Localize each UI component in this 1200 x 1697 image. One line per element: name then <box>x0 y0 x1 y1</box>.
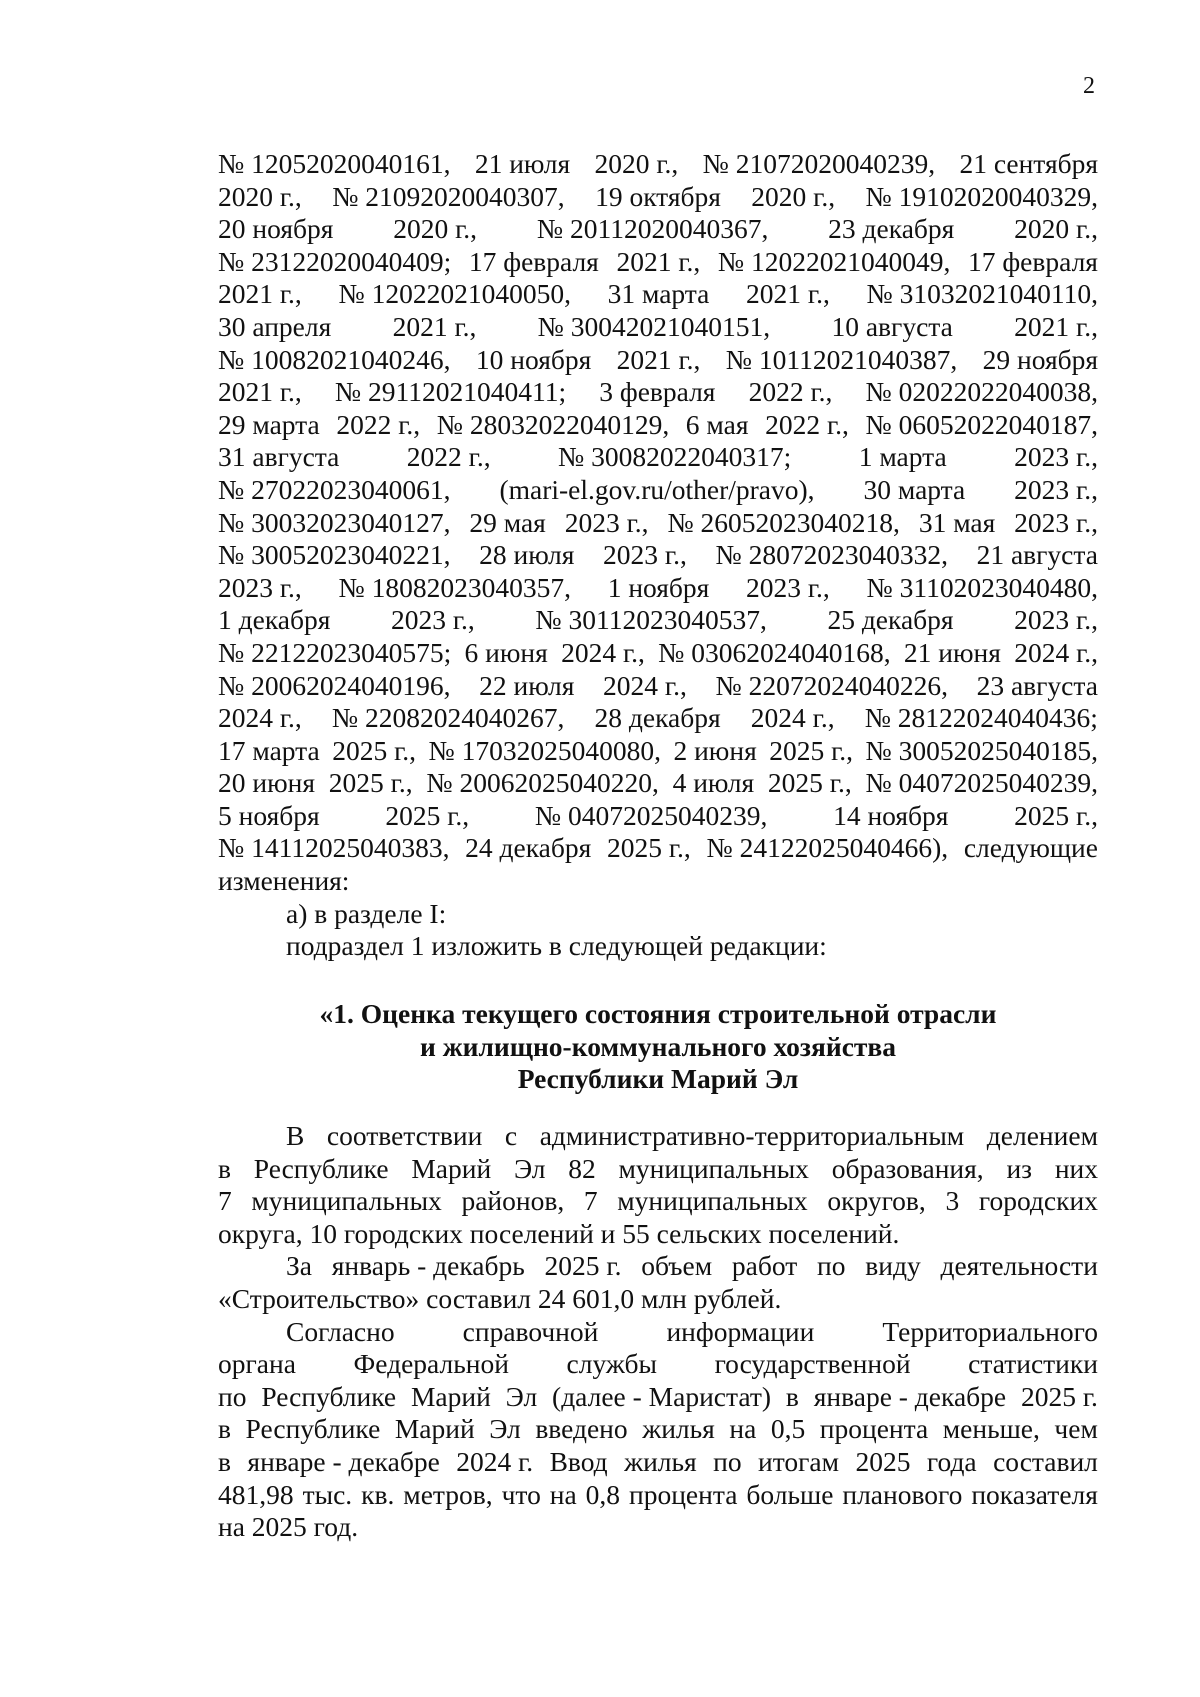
paragraph-word: Эл <box>513 1152 546 1184</box>
amendment-line-word: 2023 г., <box>1014 604 1098 636</box>
amendment-line-word: № 30052023040221, <box>218 539 451 571</box>
paragraph-word: 0,5 <box>770 1413 806 1445</box>
paragraph-line: на 2025 год. <box>218 1511 359 1543</box>
paragraph-word: тыс. <box>302 1478 353 1510</box>
paragraph-word: Республике <box>253 1152 389 1184</box>
amendment-line <box>218 246 1098 279</box>
paragraph-word: года <box>926 1445 977 1477</box>
paragraph-word: Ввод <box>549 1445 608 1477</box>
amendment-line-word: 2 июня <box>673 734 757 766</box>
amendment-line <box>218 572 1098 605</box>
amendment-line-word: 5 ноября <box>218 799 320 831</box>
amendment-line-word: № 21072020040239, <box>702 148 936 179</box>
paragraph-word: статистики <box>968 1348 1098 1380</box>
amendment-line-word: № 30052025040185, <box>865 734 1098 766</box>
amendment-line-word: 10 ноября <box>475 343 592 375</box>
amendment-line <box>218 376 1098 409</box>
paragraph-line: «Строительство» составил 24 601,0 млн рублей. <box>218 1282 782 1314</box>
amendment-line-word: 29 марта <box>218 408 320 440</box>
paragraph-word: на <box>549 1478 577 1510</box>
section-heading-line: Республики Марий Эл <box>517 1063 799 1095</box>
amendment-line-word: 20 ноября <box>218 213 334 245</box>
amendment-line <box>218 539 1098 572</box>
amendment-line-word: следующие <box>963 832 1098 864</box>
paragraph-word: них <box>1054 1152 1098 1184</box>
paragraph-word: 3 <box>945 1185 960 1217</box>
paragraph-word: Республике <box>245 1413 381 1445</box>
amendment-line-word: № 30112023040537, <box>535 604 767 636</box>
paragraph-word: органа <box>218 1348 296 1380</box>
paragraph-word: Марий <box>394 1413 475 1445</box>
amendment-line-word: 25 декабря <box>827 604 954 636</box>
amendment-line-word: 4 июля <box>672 767 755 799</box>
amendment-line-word: 21 сентября <box>959 148 1098 179</box>
paragraph-line <box>218 1413 1098 1446</box>
paragraph-word: 2025 г. <box>1020 1380 1098 1412</box>
amendment-line-word: 1 декабря <box>218 604 331 636</box>
amendment-line-word: 2025 г., <box>767 767 852 799</box>
amendment-line-word: 6 мая <box>685 408 749 440</box>
amendment-line-word: 2025 г., <box>332 734 417 766</box>
paragraph-word: Республике <box>261 1380 397 1412</box>
paragraph-word: чем <box>1054 1413 1098 1445</box>
amendment-line <box>218 148 1098 181</box>
paragraph-word: муниципальных <box>618 1152 809 1184</box>
amendment-line-word: № 22122023040575; <box>218 636 452 668</box>
paragraph-line <box>218 1250 1098 1283</box>
amendment-line <box>218 670 1098 703</box>
amendment-line-word: 24 декабря <box>465 832 592 864</box>
amendment-line-word: 2021 г., <box>1014 310 1098 342</box>
paragraph-word: информации <box>666 1315 815 1347</box>
paragraph-word: 2024 г. <box>456 1445 534 1477</box>
amendment-line-word: 2024 г., <box>750 702 835 734</box>
amendment-line-word: 2024 г., <box>603 669 687 701</box>
amendment-line-word: 2021 г., <box>616 245 701 277</box>
amendment-line <box>218 474 1098 507</box>
amendment-line-word: № 27022023040061, <box>218 473 451 505</box>
amendment-line-word: 29 ноября <box>982 343 1098 375</box>
paragraph-word: в <box>785 1380 799 1412</box>
paragraph-word: Марий <box>411 1152 492 1184</box>
amendment-line <box>218 800 1098 833</box>
amendment-line <box>218 213 1098 246</box>
paragraph-word: январь - декабрь <box>331 1250 525 1282</box>
paragraph-word: деятельности <box>940 1250 1098 1282</box>
amendment-line-word: 17 февраля <box>967 245 1098 277</box>
amendment-line-word: 2023 г., <box>564 506 649 538</box>
paragraph-line <box>218 1446 1098 1479</box>
amendment-line-word: № 02022022040038, <box>865 376 1098 408</box>
amendment-line-word: 2023 г., <box>218 571 302 603</box>
amendment-line-word: № 10112021040387, <box>725 343 958 375</box>
amendment-line <box>218 441 1098 474</box>
paragraph-word: кв. <box>361 1478 395 1510</box>
paragraph-word: введено <box>535 1413 628 1445</box>
page-number: 2 <box>1083 73 1095 99</box>
amendment-line-word: 3 февраля <box>599 376 716 408</box>
paragraph-word: районов, <box>461 1185 565 1217</box>
amendment-line-word: № 12052020040161, <box>218 148 451 179</box>
paragraph-line <box>218 1479 1098 1512</box>
amendment-line-word: 2021 г., <box>392 310 477 342</box>
amendment-line-word: № 30042021040151, <box>537 310 771 342</box>
paragraph-word: больше <box>746 1478 834 1510</box>
paragraph-line <box>218 1153 1098 1186</box>
paragraph-word: метров, <box>403 1478 493 1510</box>
paragraph-word: работ <box>731 1250 798 1282</box>
paragraph-word: планового <box>842 1478 963 1510</box>
paragraph-line <box>218 1381 1098 1414</box>
paragraph-word: январе - декабре <box>813 1380 1007 1412</box>
amendment-line-word: 19 октября <box>595 180 721 212</box>
paragraph-word: по <box>218 1380 247 1412</box>
paragraph-word: показателя <box>971 1478 1098 1510</box>
amendment-line-word: 2025 г., <box>606 832 691 864</box>
amendment-line <box>218 767 1098 800</box>
amendment-line <box>218 181 1098 214</box>
paragraph-line <box>218 1316 1098 1349</box>
paragraph-line <box>218 1185 1098 1218</box>
amendment-line-word: № 12022021040049, <box>717 245 951 277</box>
amendment-line-word: 2025 г., <box>328 767 413 799</box>
paragraph-word: (далее - Маристат) <box>552 1380 772 1412</box>
amendment-line-word: 31 августа <box>218 441 340 473</box>
amendment-line-word: 17 февраля <box>468 245 599 277</box>
paragraph-word: справочной <box>462 1315 599 1347</box>
amendment-line-word: 2024 г., <box>1014 636 1098 668</box>
section-body <box>218 1120 1098 1544</box>
amendment-line-word: 23 августа <box>976 669 1098 701</box>
paragraph-word: Эл <box>505 1380 538 1412</box>
paragraph-word: образования, <box>831 1152 984 1184</box>
amendment-line-word: 2023 г., <box>1014 506 1098 538</box>
paragraph-word: 7 <box>583 1185 598 1217</box>
amendment-line-word: № 28122024040436; <box>864 702 1098 734</box>
paragraph-word: делением <box>986 1120 1098 1151</box>
paragraph-word: процента <box>819 1413 929 1445</box>
paragraph-word: Согласно <box>286 1315 395 1347</box>
amendment-line-word: 2025 г., <box>769 734 854 766</box>
paragraph-word: в <box>218 1152 231 1184</box>
paragraph-word: с <box>504 1120 518 1151</box>
paragraph-word: жилья <box>642 1413 715 1445</box>
amendment-line-word: 2022 г., <box>406 441 491 473</box>
paragraph-word: Эл <box>489 1413 521 1445</box>
subsection-instruction: подраздел 1 изложить в следующей редакции: <box>286 930 827 962</box>
amendment-line-word: № 18082023040357, <box>338 571 571 603</box>
amendment-line <box>218 832 1098 865</box>
amendment-line-word: 2024 г., <box>561 636 645 668</box>
amendment-line-word: № 26052023040218, <box>667 506 900 538</box>
paragraph-word: За <box>286 1250 312 1282</box>
paragraph-word: административно-территориальным <box>539 1120 965 1151</box>
amendment-line-word: № 24122025040466), <box>706 832 949 864</box>
paragraph-word: 0,8 <box>585 1478 621 1510</box>
paragraph-word: жилья <box>624 1445 697 1477</box>
section-heading-line: и жилищно-коммунального хозяйства <box>419 1030 897 1062</box>
paragraph-word: государственной <box>714 1348 911 1380</box>
amendment-line-word: 23 декабря <box>828 213 955 245</box>
amendment-line-word: № 23122020040409; <box>218 245 452 277</box>
amendment-line-word: (mari-el.gov.ru/other/pravo), <box>499 473 815 505</box>
amendment-line-word: 2022 г., <box>748 376 833 408</box>
amendment-line-word: 2025 г., <box>385 799 470 831</box>
amendment-line-word: 28 декабря <box>594 702 721 734</box>
amendment-line <box>218 278 1098 311</box>
amendment-line <box>218 735 1098 768</box>
amendment-line <box>218 507 1098 540</box>
amendment-line-word: 22 июля <box>479 669 575 701</box>
amendment-line-word: № 04072025040239, <box>865 767 1098 799</box>
amendment-line-word: 2023 г., <box>603 539 687 571</box>
paragraph-word: 2025 г. <box>544 1250 622 1282</box>
item-a-text: а) в разделе I: <box>286 897 447 929</box>
amendment-line-word: 30 марта <box>863 473 966 505</box>
amendment-line-word: 2020 г., <box>751 180 836 212</box>
amendment-line-word: № 03062024040168, <box>658 636 891 668</box>
amendment-line-word: 10 августа <box>831 310 953 342</box>
paragraph-word: меньше, <box>942 1413 1040 1445</box>
amendment-line <box>218 702 1098 735</box>
amendment-line-word: № 19102020040329, <box>865 180 1098 212</box>
amendment-line-word: 21 июня <box>903 636 1001 668</box>
amendment-line-word: № 30032023040127, <box>218 506 451 538</box>
paragraph-word: Марий <box>410 1380 491 1412</box>
amendment-line-word: № 20062025040220, <box>426 767 659 799</box>
amendment-line-word: 2023 г., <box>1014 473 1098 505</box>
amendment-line <box>218 311 1098 344</box>
amendment-line-word: № 10082021040246, <box>218 343 451 375</box>
amendment-line-word: 2022 г., <box>336 408 421 440</box>
amendment-line-word: № 14112025040383, <box>218 832 450 864</box>
amendment-line-word: 21 июля <box>474 148 571 179</box>
amendment-line <box>218 604 1098 637</box>
amendment-list-last-line: изменения: <box>218 865 350 897</box>
amendment-line-word: 2022 г., <box>765 408 849 440</box>
amendment-lines <box>218 148 1098 865</box>
amendment-line-word: 21 августа <box>976 539 1098 571</box>
amendment-line-word: 2023 г., <box>1014 441 1098 473</box>
amendment-line-word: № 21092020040307, <box>332 180 565 212</box>
amendment-line-word: 29 мая <box>469 506 546 538</box>
paragraph-word: из <box>1006 1152 1033 1184</box>
amendment-line-word: № 31032021040110, <box>866 278 1098 310</box>
amendment-line-word: 2023 г., <box>390 604 475 636</box>
paragraph-word: муниципальных <box>251 1185 442 1217</box>
amendment-line-word: 2020 г., <box>1014 213 1098 245</box>
paragraph-word: в <box>218 1445 231 1477</box>
amendment-line-word: 17 марта <box>218 734 320 766</box>
amendment-line-word: 30 апреля <box>218 310 332 342</box>
paragraph-word: 82 <box>568 1152 596 1184</box>
paragraph-word: В <box>286 1120 305 1151</box>
paragraph-word: виду <box>865 1250 921 1282</box>
amendment-line-word: 6 июня <box>464 636 548 668</box>
amendment-line <box>218 409 1098 442</box>
paragraph-word: на <box>729 1413 757 1445</box>
amendment-line-word: 2020 г., <box>594 148 679 179</box>
amendment-line-word: № 20062024040196, <box>218 669 451 701</box>
paragraph-line: округа, 10 городских поселений и 55 сельских поселений. <box>218 1217 900 1249</box>
paragraph-word: службы <box>566 1348 657 1380</box>
amendment-line-word: № 06052022040187, <box>865 408 1098 440</box>
amendment-line <box>218 637 1098 670</box>
amendment-line-word: 14 ноября <box>833 799 949 831</box>
amendment-line-word: 2021 г., <box>218 376 302 408</box>
paragraph-word: городских <box>978 1185 1098 1217</box>
amendment-line-word: 2020 г., <box>218 180 302 212</box>
amendment-line-word: 20 июня <box>218 767 316 799</box>
amendment-line-word: 2023 г., <box>745 571 830 603</box>
paragraph-word: что <box>501 1478 541 1510</box>
paragraph-word: соответствии <box>326 1120 483 1151</box>
amendment-line-word: 2021 г., <box>218 278 302 310</box>
amendment-line-word: № 17032025040080, <box>428 734 661 766</box>
amendment-line-word: 2024 г., <box>218 702 302 734</box>
amendment-line-word: № 20112020040367, <box>536 213 769 245</box>
paragraph-word: объем <box>641 1250 713 1282</box>
amendment-line-word: № 12022021040050, <box>338 278 571 310</box>
section-heading-line: «1. Оценка текущего состояния строительной отрасли <box>319 998 997 1029</box>
amendment-line-word: № 28032022040129, <box>436 408 670 440</box>
amendment-line-word: № 29112021040411; <box>334 376 567 408</box>
amendment-line-word: № 28072023040332, <box>715 539 948 571</box>
amendment-line-word: 2021 г., <box>616 343 701 375</box>
section-heading <box>218 998 1098 1096</box>
paragraph-word: 481,98 <box>218 1478 294 1510</box>
amendment-line <box>218 344 1098 377</box>
amendment-line-word: 2020 г., <box>393 213 478 245</box>
paragraph-word: январе - декабре <box>247 1445 440 1477</box>
amendment-line-word: 2025 г., <box>1014 799 1098 831</box>
amendment-line-word: № 22082024040267, <box>331 702 565 734</box>
paragraph-word: муниципальных <box>617 1185 808 1217</box>
paragraph-word: по <box>713 1445 742 1477</box>
paragraph-word: по <box>817 1250 846 1282</box>
amendment-line-word: 2021 г., <box>746 278 830 310</box>
paragraph-word: 7 <box>218 1185 232 1217</box>
paragraph-word: процента <box>629 1478 738 1510</box>
paragraph-line <box>218 1120 1098 1153</box>
amendment-line-word: № 31102023040480, <box>866 571 1098 603</box>
paragraph-word: составил <box>993 1445 1098 1477</box>
amendment-line-word: 1 марта <box>858 441 947 473</box>
paragraph-line <box>218 1348 1098 1381</box>
paragraph-word: Федеральной <box>353 1348 509 1380</box>
amendment-line-word: 28 июля <box>479 539 575 571</box>
amendment-list <box>218 148 1098 963</box>
amendment-line-word: 1 ноября <box>607 571 710 603</box>
paragraph-word: Территориального <box>882 1315 1098 1347</box>
paragraph-word: округов, <box>827 1185 926 1217</box>
amendment-line-word: № 04072025040239, <box>534 799 768 831</box>
amendment-line-word: № 30082022040317; <box>558 441 792 473</box>
paragraph-word: итогам <box>758 1445 840 1477</box>
paragraph-word: 2025 <box>855 1445 911 1477</box>
amendment-line-word: 31 марта <box>607 278 710 310</box>
amendment-line-word: № 22072024040226, <box>715 669 948 701</box>
amendment-line-word: 31 мая <box>918 506 996 538</box>
paragraph-word: в <box>218 1413 231 1445</box>
